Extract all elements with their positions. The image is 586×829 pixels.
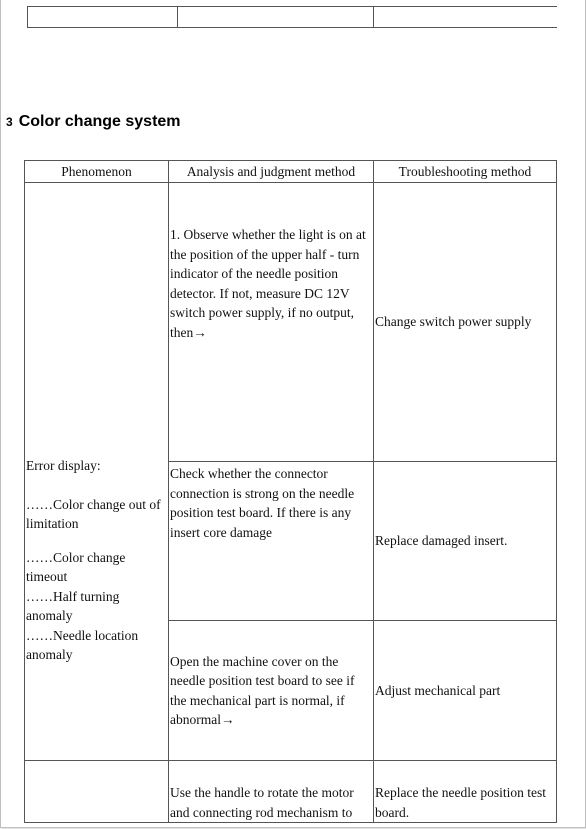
phenomenon-line: ……Color change out of limitation — [26, 496, 161, 532]
troubleshooting-table — [24, 160, 557, 823]
header-troubleshooting: Troubleshooting method — [374, 161, 557, 183]
analysis-cell: 1. Observe whether the light is on at the position of the upper half - turn indicator of the needle position detector. If not, measure DC 12V switch power supply, if no output, then→ — [169, 183, 374, 462]
phenomenon-line: ……Half turning anomaly — [26, 588, 120, 624]
analysis-cell: Check whether the connector connection is strong on the needle position test board. If there is any insert core damage — [169, 462, 374, 621]
empty-cell — [28, 7, 178, 28]
troubleshooting-cell: Replace the needle position test board. — [374, 761, 557, 823]
section-title: Color change system — [18, 113, 181, 130]
header-phenomenon: Phenomenon — [25, 161, 169, 183]
table-row — [28, 7, 558, 28]
troubleshooting-cell: Change switch power supply — [374, 183, 557, 462]
section-number: 3 — [6, 115, 13, 129]
phenomenon-cell — [25, 183, 169, 761]
phenomenon-cell-empty — [25, 761, 169, 823]
analysis-cell: Use the handle to rotate the motor and connecting rod mechanism to — [169, 761, 374, 823]
phenomenon-line: Error display: — [26, 458, 101, 474]
section-heading — [6, 113, 181, 131]
table-row — [25, 761, 557, 823]
table-row — [25, 183, 557, 462]
phenomenon-line: ……Color change timeout — [26, 549, 126, 585]
troubleshooting-cell: Replace damaged insert. — [374, 462, 557, 621]
table-header-row — [25, 161, 557, 183]
header-analysis: Analysis and judgment method — [169, 161, 374, 183]
troubleshooting-cell: Adjust mechanical part — [374, 621, 557, 761]
previous-table-remnant — [27, 6, 557, 28]
empty-cell — [374, 7, 558, 28]
empty-cell — [178, 7, 374, 28]
phenomenon-line: ……Needle location anomaly — [26, 627, 139, 663]
analysis-cell: Open the machine cover on the needle position test board to see if the mechanical part is normal, if abnormal→ — [169, 621, 374, 761]
